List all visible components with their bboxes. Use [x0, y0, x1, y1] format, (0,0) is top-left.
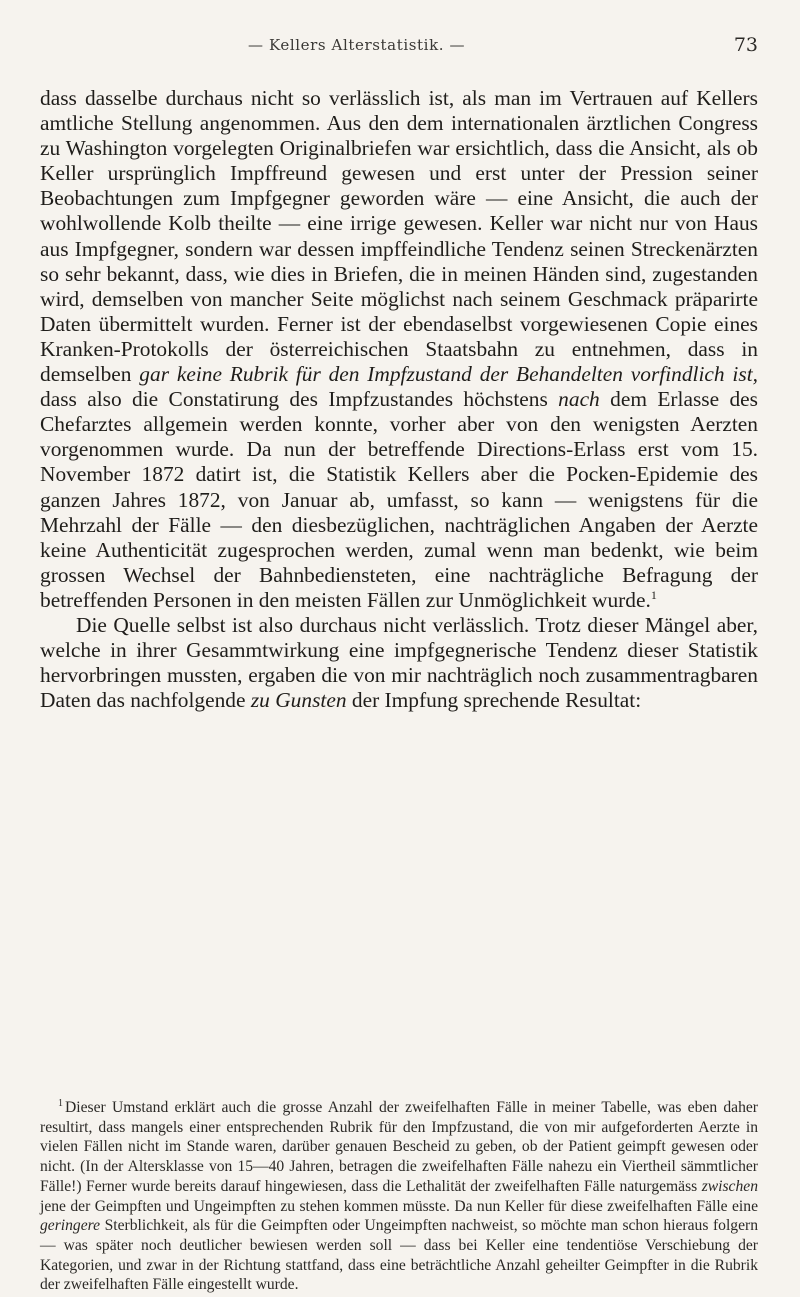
footnote-1	[40, 1098, 758, 1295]
emphasis-zu-gunsten: zu Gunsten	[250, 688, 347, 713]
footnote-text-a: Dieser Umstand erklärt auch die grosse Anzahl der zweifelhaften Fälle in meiner Tabelle, was eben daher resultirt, dass mangels einer entsprechenden Rubrik für den Impfzustand, die von mir aufgeforderten Aerzte in vielen Fällen nicht im Stande waren, darüber genauen Bescheid zu geben, ob der Patient geimpft gewesen oder nicht. (In der Altersklasse von 15—40 Jahren, betragen die zweifelhaften Fälle nahezu ein Viertheil sämmtlicher Fälle!) Ferner wurde bereits darauf hingewiesen, dass die Lethalität der zweifelhaften Fälle naturgemäss	[40, 1099, 758, 1195]
paragraph-2-text-a: Die Quelle selbst ist also durchaus nicht verlässlich. Trotz dieser Mängel aber, welche in ihrer Gesammtwirkung eine impfgegnerische Tendenz dieser Statistik hervorbringen mussten, ergaben die von mir nachträglich noch zusammentragbaren Daten das nachfolgende	[40, 612, 758, 713]
footnote-emphasis-zwischen: zwischen	[701, 1177, 758, 1195]
paragraph-1-text-c: dem Erlasse des Chefarztes allgemein werden konnte, vorher aber von den wenigsten Aerzten vorgenommen wurde. Da nun der betreffende Directions-Erlass erst vom 15. November 1872 datirt ist, die Statistik Kellers aber die Pocken-Epidemie des ganzen Jahres 1872, von Januar ab, umfasst, so kann — wenigstens für die Mehrzahl der Fälle — den diesbezüglichen, nachträglichen Angaben der Aerzte keine Authenticität zugesprochen werden, zumal wenn man bedenkt, wie beim grossen Wechsel der Bahnbediensteten, eine nachträgliche Befragung der betreffenden Personen in den meisten Fällen zur Unmöglichkeit wurde.	[40, 387, 758, 612]
footnote-emphasis-geringere: geringere	[40, 1217, 101, 1235]
paragraph-2	[40, 613, 758, 713]
main-text	[40, 86, 758, 713]
paragraph-2-text-b: der Impfung sprechende Resultat:	[346, 688, 642, 713]
paragraph-1-text-a: dass dasselbe durchaus nicht so verlässlich ist, als man im Vertrauen auf Kellers amtliche Stellung angenommen. Aus den dem internationalen ärztlichen Congress zu Washington vorgelegten Originalbriefen war ersichtlich, dass die Ansicht, als ob Keller ursprünglich Impffreund gewesen und erst unter der Pression seiner Beobachtungen zum Impfgegner geworden wäre — eine Ansicht, die auch der wohlwollende Kolb theilte — eine irrige gewesen. Keller war nicht nur von Haus aus Impfgegner, sondern war dessen impffeindliche Tendenz seinen Streckenärzten so sehr bekannt, dass, wie dies in Briefen, die in meinen Händen sind, zugestanden wird, demselben von mancher Seite möglichst nach seinem Geschmack präparirte Daten übermittelt wurden. Ferner ist der ebendaselbst vorgewiesenen Copie eines Kranken-Protokolls der österreichischen Staatsbahn zu entnehmen, dass in demselben	[40, 86, 758, 387]
emphasis-nach: nach	[558, 387, 600, 412]
footnote-mark: 1	[58, 1098, 63, 1109]
running-head: — Kellers Alterstatistik. —	[248, 36, 466, 54]
paragraph-1	[40, 86, 758, 613]
footnote-text-c: Sterblichkeit, als für die Geimpften oder Ungeimpften nachweist, so möchte man schon hieraus folgern — was später noch deutlicher bewiesen werden soll — dass bei Keller eine tendentiöse Verschiebung der Kategorien, und zwar in der Richtung stattfand, dass eine beträchtliche Anzahl geheilter Geimpfter in die Rubrik der zweifelhaften Fälle eingestellt wurde.	[40, 1217, 758, 1294]
footnote-text-b: jene der Geimpften und Ungeimpften zu stehen kommen müsste. Da nun Keller für diese zweifelhaften Fälle eine	[40, 1197, 758, 1215]
page-header	[0, 36, 800, 64]
page-number: 73	[733, 34, 758, 56]
paragraph-1-text-b: dass also die Constatirung des Impfzustandes höchstens	[40, 387, 559, 412]
footnote-reference: 1	[650, 587, 657, 602]
emphasis-no-rubric: gar keine Rubrik für den Impfzustand der Behandelten vorfindlich ist,	[139, 362, 758, 387]
footnotes	[40, 1098, 758, 1295]
